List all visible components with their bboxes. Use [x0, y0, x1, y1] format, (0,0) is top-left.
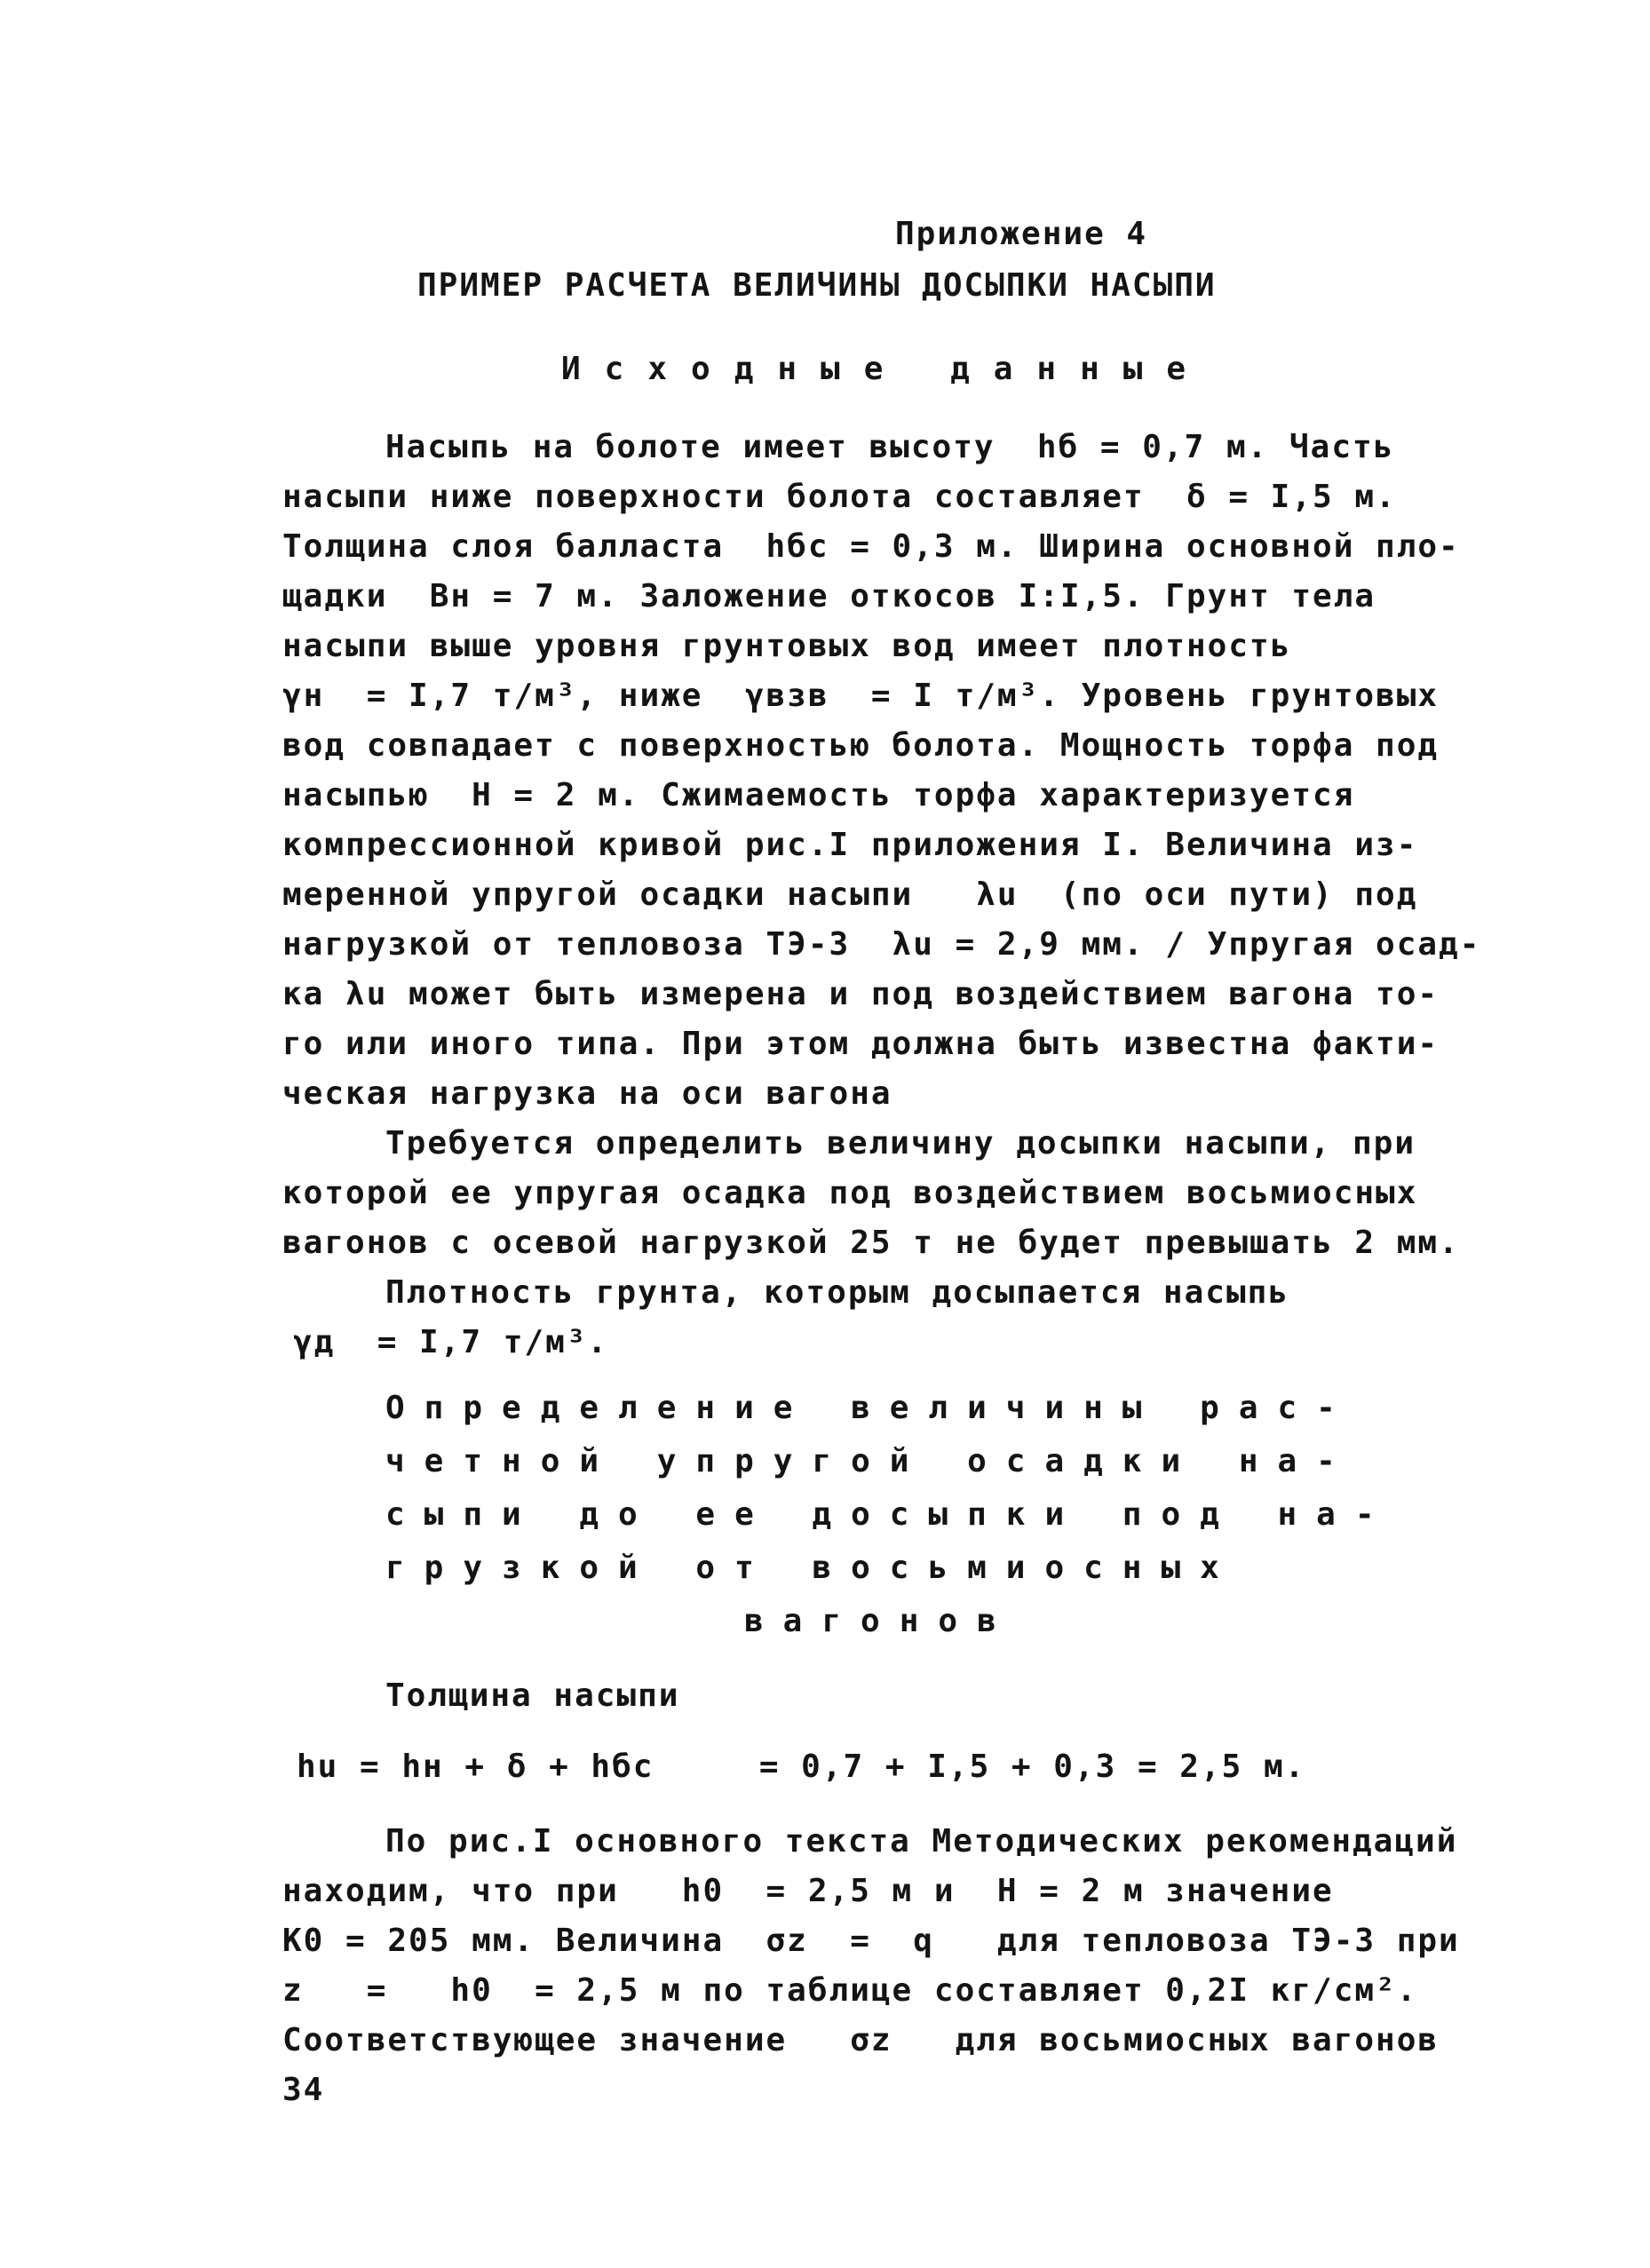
text-line: По рис.I основного текста Методических рекомендаций [385, 1823, 1458, 1860]
text-line: насыпью H = 2 м. Сжимаемость торфа характеризуется [282, 777, 1355, 813]
text-line: меренной упругой осадки насыпи λu (по оси пути) под [282, 876, 1418, 913]
page-title: ПРИМЕР РАСЧЕТА ВЕЛИЧИНЫ ДОСЫПКИ НАСЫПИ [417, 267, 1217, 304]
section-heading-calc-line: вагонов [744, 1603, 1016, 1639]
text-line: насыпи ниже поверхности болота составляет δ = I,5 м. [282, 479, 1397, 515]
section-heading-calc-line: сыпи до ее досыпки под на- [385, 1496, 1394, 1533]
text-line: вагонов с осевой нагрузкой 25 т не будет превышать 2 мм. [282, 1225, 1460, 1261]
text-line: ка λu может быть измерена и под воздействием вагона то- [282, 976, 1440, 1012]
text-line: Соответствующее значение σz для восьмиосных вагонов [282, 2022, 1440, 2058]
section-heading-initial-data: Исходные данные [561, 351, 1210, 387]
text-line: ческая нагрузка на оси вагона [282, 1075, 892, 1112]
text-line: которой ее упругая осадка под воздействием восьмиосных [282, 1175, 1418, 1211]
text-line: нагрузкой от тепловоза ТЭ-3 λu = 2,9 мм. / Упругая осад- [282, 926, 1481, 963]
text-line: компрессионной кривой рис.I приложения I. Величина из- [282, 827, 1418, 863]
text-line: Толщина насыпи [385, 1677, 680, 1714]
text-line: насыпи выше уровня грунтовых вод имеет плотность [282, 628, 1292, 664]
text-line: K0 = 205 мм. Величина σz = q для тепловоза ТЭ-3 при [282, 1923, 1460, 1959]
text-line: Требуется определить величину досыпки насыпи, при [385, 1125, 1416, 1162]
text-line: Плотность грунта, которым досыпается насыпь [385, 1274, 1289, 1311]
text-line: z = h0 = 2,5 м по таблице составляет 0,2I кг/см². [282, 1972, 1418, 2009]
text-line: щадки Bн = 7 м. Заложение откосов I:I,5. Грунт тела [282, 578, 1376, 615]
section-heading-calc-line: грузкой от восьмиосных [385, 1550, 1239, 1586]
text-line: вод совпадает с поверхностью болота. Мощность торфа под [282, 727, 1440, 764]
formula-line: hu = hн + δ + hбс = 0,7 + I,5 + 0,3 = 2,5 м. [297, 1749, 1306, 1785]
section-heading-calc-line: Определение величины рас- [385, 1390, 1355, 1426]
section-heading-calc-line: четной упругой осадки на- [385, 1443, 1355, 1479]
appendix-label: Приложение 4 [895, 216, 1148, 252]
text-line: Толщина слоя балласта hбс = 0,3 м. Ширина основной пло- [282, 528, 1460, 565]
text-line: го или иного типа. При этом должна быть известна факти- [282, 1026, 1440, 1062]
text-line: Насыпь на болоте имеет высоту hб = 0,7 м. Часть [385, 429, 1395, 465]
text-line: находим, что при h0 = 2,5 м и H = 2 м значение [282, 1873, 1334, 1909]
text-line: γд = I,7 т/м³. [293, 1324, 609, 1360]
page-number: 34 [282, 2072, 325, 2108]
text-line: γн = I,7 т/м³, ниже γвзв = I т/м³. Уровень грунтовых [282, 678, 1440, 714]
